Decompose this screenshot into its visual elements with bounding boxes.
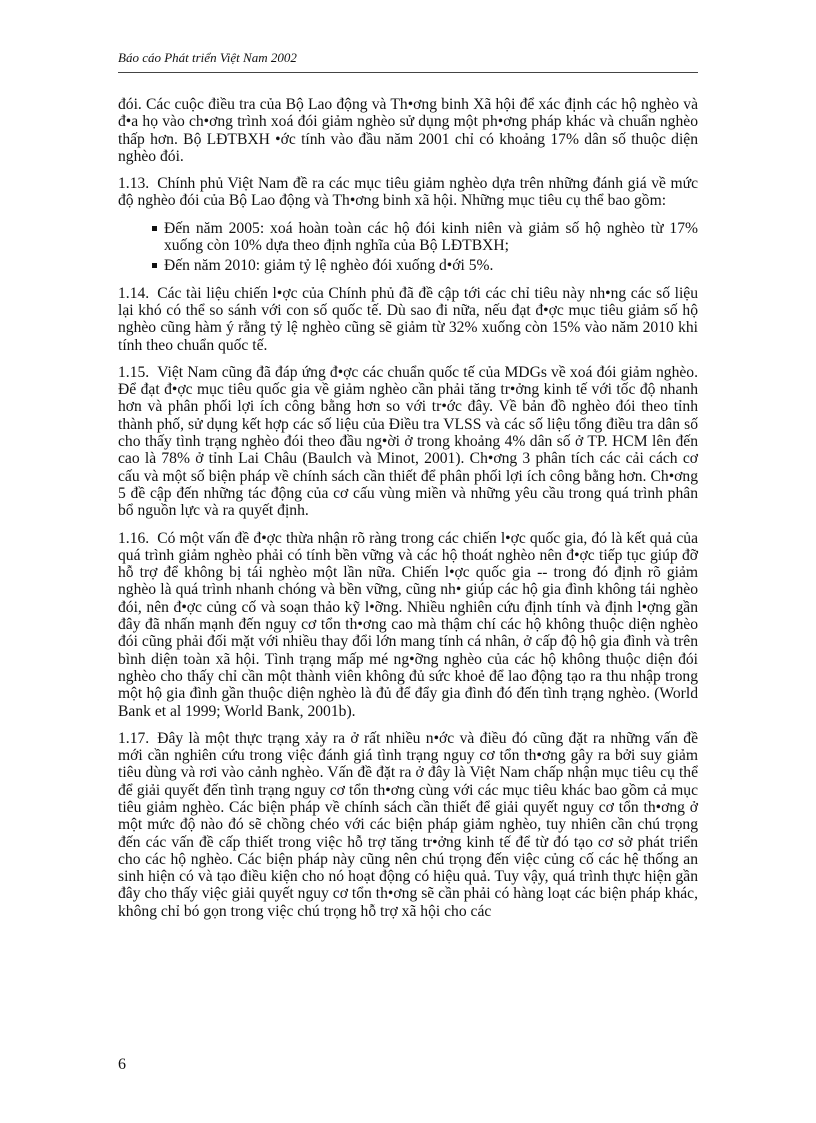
paragraph-number: 1.17. [118, 729, 150, 747]
list-item-text: Đến năm 2010: giảm tỷ lệ nghèo đói xuống d•ới 5%. [164, 257, 494, 275]
paragraph-1-14 [118, 285, 698, 354]
paragraph-number: 1.16. [118, 529, 150, 547]
page-number: 6 [118, 1056, 126, 1073]
paragraph-1-15 [118, 364, 698, 520]
paragraph-1-17 [118, 730, 698, 920]
paragraph-number: 1.14. [118, 284, 150, 302]
list-item [118, 220, 698, 255]
paragraph-continuation [118, 96, 698, 165]
list-item [118, 257, 698, 274]
paragraph-text: đói. Các cuộc điều tra của Bộ Lao động và Th•ơng binh Xã hội để xác định các hộ nghèo và đ•a họ vào ch•ơng trình xoá đói giảm nghèo sử dụng một ph•ơng pháp khác và chuẩn nghèo thấp hơn. Bộ LĐTBXH •ớc tính vào đầu năm 2001 chỉ có khoảng 17% dân số thuộc diện nghèo đói. [118, 96, 698, 165]
paragraph-1-13 [118, 175, 698, 210]
paragraph-1-16 [118, 530, 698, 720]
document-body [118, 96, 698, 930]
paragraph-text: Việt Nam cũng đã đáp ứng đ•ợc các chuẩn quốc tế của MDGs về xoá đói giảm nghèo. Để đạt đ•ợc mục tiêu quốc gia về giảm nghèo cần phải tăng tr•ởng kinh tế với tốc độ nhanh hơn và phân phối lợi ích công bằng hơn so với tr•ớc đây. Về bản đồ nghèo đói theo tỉnh thành phố, sử dụng kết hợp các số liệu của Điều tra VLSS và các số liệu tổng điều tra dân số cho thấy tình trạng nghèo đói theo đầu ng•ời ở trong khoảng 4% dân số ở TP. HCM lên đến cao là 78% ở tỉnh Lai Châu (Baulch và Minot, 2001). Ch•ơng 3 phân tích các cải cách cơ cấu và một số biện pháp về chính sách cần thiết để phân phối lợi ích công bằng hơn. Ch•ơng 5 đề cập đến những tác động của cơ cấu vùng miền và những yêu cầu trong quá trình phân bổ nguồn lực và ra quyết định. [118, 363, 698, 520]
paragraph-number: 1.15. [118, 363, 150, 381]
paragraph-number: 1.13. [118, 175, 150, 193]
paragraph-text: Có một vấn đề đ•ợc thừa nhận rõ ràng trong các chiến l•ợc quốc gia, đó là kết quả của quá trình giảm nghèo phải có tính bền vững và các hộ thoát nghèo nên đ•ợc tiếp tục giúp đỡ hỗ trợ để không bị tái nghèo một lần nữa. Chiến l•ợc quốc gia -- trong đó định rõ giảm nghèo là quá trình nhanh chóng và bền vững, cũng nh• giúp các hộ gia đình không tái nghèo đói, nên đ•ợc củng cố và soạn thảo kỹ l•ỡng. Nhiều nghiên cứu định tính và định l•ợng gần đây đã nhấn mạnh đến nguy cơ tổn th•ơng cao mà thậm chí các hộ không thuộc diện nghèo đói cũng phải đối mặt với nhiều thay đổi lớn mang tính cá nhân, ở cấp độ hộ gia đình và trên bình diện toàn xã hội. Tình trạng mấp mé ng•ỡng nghèo của các hộ không thuộc diện đói nghèo cho thấy chỉ cần một thành viên không đủ sức khoẻ để lao động tạo ra thu nhập trong một hộ gia đình gần thuộc diện nghèo là đủ để đẩy gia đình đó đến tình trạng nghèo. (World Bank et al 1999; World Bank, 2001b). [118, 529, 698, 720]
paragraph-text: Chính phủ Việt Nam đề ra các mục tiêu giảm nghèo dựa trên những đánh giá về mức độ nghèo đói của Bộ Lao động và Th•ơng binh xã hội. Những mục tiêu cụ thể bao gồm: [118, 175, 698, 210]
target-list [118, 220, 698, 275]
paragraph-text: Đây là một thực trạng xảy ra ở rất nhiều n•ớc và điều đó cũng đặt ra những vấn đề mới cần nghiên cứu trong việc đánh giá tình trạng nguy cơ tổn th•ơng gây ra bởi suy giảm tiêu dùng và rơi vào cảnh nghèo. Vấn đề đặt ra ở đây là Việt Nam chấp nhận mục tiêu cụ thể để giải quyết đến tình trạng nguy cơ tổn th•ơng cùng với các mục tiêu khác bao gồm cả mục tiêu giảm nghèo. Các biện pháp về chính sách cần thiết để giải quyết nguy cơ tổn th•ơng ở một mức độ nào đó sẽ chồng chéo với các biện pháp giảm nghèo, tuy nhiên cần chú trọng đến các vấn đề cấp thiết trong việc hỗ trợ tăng tr•ởng kinh tế để từ đó tạo cơ sở phát triển cho các hộ nghèo. Các biện pháp này cũng nên chú trọng đến việc củng cố các hệ thống an sinh hiện có và tạo điều kiện cho nó hoạt động có hiệu quả. Tuy vậy, quá trình thực hiện gần đây cho thấy việc giải quyết nguy cơ tổn th•ơng sẽ cần phải có hàng loạt các biện pháp khác, không chỉ bó gọn trong việc chú trọng hỗ trợ xã hội cho các [118, 729, 698, 920]
paragraph-text: Các tài liệu chiến l•ợc của Chính phủ đã đề cập tới các chỉ tiêu này nh•ng các số liệu lại khó có thể so sánh với con số quốc tế. Dù sao đi nữa, nếu đạt đ•ợc mục tiêu giảm số hộ nghèo cũng hàm ý rằng tỷ lệ nghèo cũng sẽ giảm từ 32% xuống còn 15% vào năm 2010 khi tính theo chuẩn quốc tế. [118, 284, 698, 354]
header-divider [118, 72, 698, 73]
running-header: Báo cáo Phát triển Việt Nam 2002 [118, 50, 297, 65]
list-item-text: Đến năm 2005: xoá hoàn toàn các hộ đói kinh niên và giảm số hộ nghèo từ 17% xuống còn 10% dựa theo định nghĩa của Bộ LĐTBXH; [164, 219, 698, 255]
